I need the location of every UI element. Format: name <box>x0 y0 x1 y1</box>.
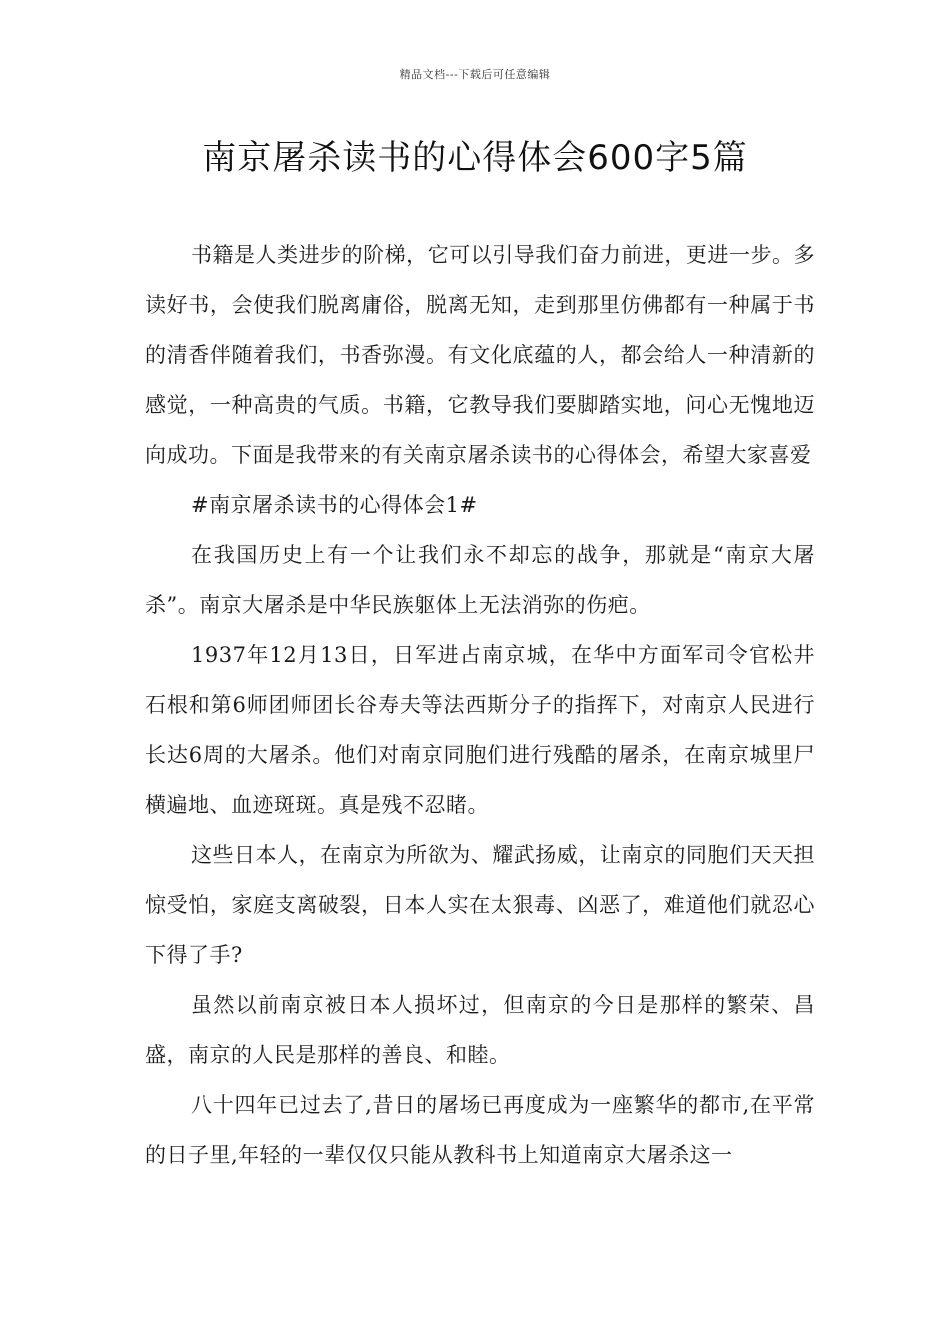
paragraph: 在我国历史上有一个让我们永不却忘的战争，那就是“南京大屠杀”。南京大屠杀是中华民族躯体上无法消弥的伤疤。 <box>145 543 815 617</box>
paragraph-intro: 书籍是人类进步的阶梯，它可以引导我们奋力前进，更进一步。多读好书，会使我们脱离庸俗，脱离无知，走到那里仿佛都有一种属于书的清香伴随着我们，书香弥漫。有文化底蕴的人，都会给人一种清新的感觉，一种高贵的气质。书籍，它教导我们要脚踏实地，问心无愧地迈向成功。下面是我带来的有关南京屠杀读书的心得体会，希望大家喜爱 <box>145 243 815 467</box>
paragraph: 1937年12月13日，日军进占南京城，在华中方面军司令官松井石根和第6师团师团长谷寿夫等法西斯分子的指挥下，对南京人民进行长达6周的大屠杀。他们对南京同胞们进行残酷的屠杀，在南京城里尸横遍地、血迹斑斑。真是残不忍睹。 <box>145 643 815 817</box>
document-title: 南京屠杀读书的心得体会600字5篇 <box>202 138 748 178</box>
paragraph: 这些日本人，在南京为所欲为、耀武扬威，让南京的同胞们天天担惊受怕，家庭支离破裂，日本人实在太狠毒、凶恶了，难道他们就忍心下得了手? <box>145 843 815 967</box>
section-heading-1: #南京屠杀读书的心得体会1# <box>191 493 478 517</box>
body-text <box>145 230 815 1180</box>
header-note: 精品文档---下载后可任意编辑 <box>399 68 551 81</box>
paragraph: 八十四年已过去了,昔日的屠场已再度成为一座繁华的都市,在平常的日子里,年轻的一辈仅仅只能从教科书上知道南京大屠杀这一 <box>145 1093 815 1167</box>
paragraph: 虽然以前南京被日本人损坏过，但南京的今日是那样的繁荣、昌盛，南京的人民是那样的善良、和睦。 <box>145 993 815 1067</box>
